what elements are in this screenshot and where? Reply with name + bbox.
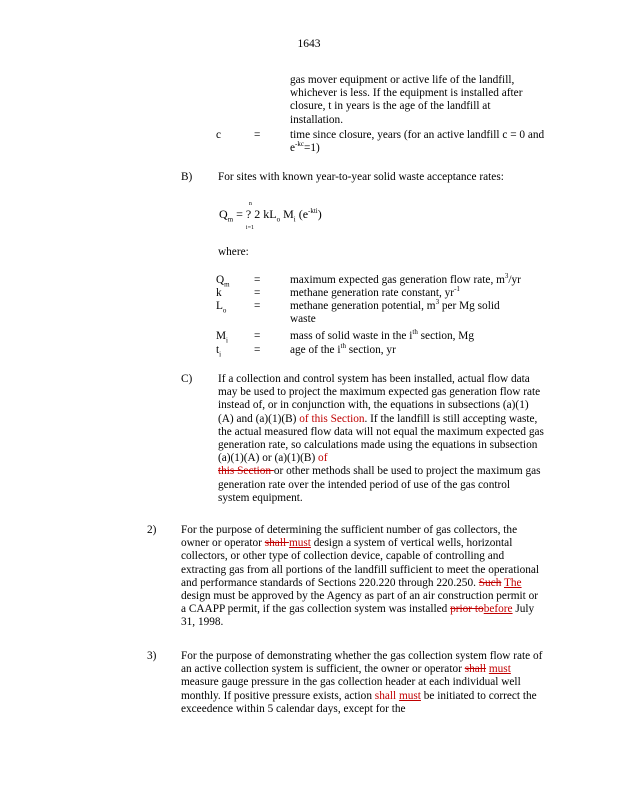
where-label: where: [218, 246, 249, 258]
item-2-text: For the purpose of determining the sufficient number of gas collectors, the owner or operator shall must design a system of vertical wells, horizontal collectors, or other type of collection device, capable of controlling and extracting gas from all portions of the landfill sufficient to meet the operational and performance standards of Sections 220.220 through 220.250. Such The design must be approved by the Agency as part of an air construction permit or a CAAPP permit, if the gas collection system was installed prior tobefore July 31, 1998. [181, 524, 540, 629]
eq-op: = [233, 207, 246, 221]
insertion: The [503, 576, 522, 589]
section-b-label: B) [181, 171, 193, 183]
item-3-label: 3) [147, 650, 157, 662]
item-3-text: For the purpose of demonstrating whether the gas collection system flow rate of an active collection system is sufficient, the owner or operator shall must measure gauge pressure in the gas collection header at each individual well monthly. If positive pressure exists, action shall must be initiated to correct the exceedence within 5 calendar days, except for the [181, 650, 543, 715]
item-2-label: 2) [147, 524, 157, 536]
c-equals: = [254, 129, 261, 141]
eq-body-exp: -kti [308, 207, 318, 215]
insertion: of this Section [296, 412, 365, 425]
section-c-label: C) [181, 373, 193, 385]
eq-lhs-sub: m [227, 215, 234, 224]
section-c-text: If a collection and control system has been installed, actual flow data may be used to project the maximum expected gas generation flow rate instead of, or in conjunction with, the equations in subsections (a)(1)(A) and (a)(1)(B) of this Section. If the landfill is still accepting waste, the actual measured flow data will not equal the maximum expected gas generation rate, so calculations made using the equations in subsection (a)(1)(A) or (a)(1)(B) of this Section or other methods shall be used to project the maximum gas generation rate over the intended period of use of the gas control system equipment. [218, 373, 544, 504]
def-equals: = [254, 344, 261, 356]
def-equals: = [254, 287, 261, 299]
section-b-text: For sites with known year-to-year solid waste acceptance rates: [218, 171, 504, 183]
intro-continuation: gas mover equipment or active life of the landfill, whichever is less. If the equipment is installed after closure, t in years is the age of the landfill at installation. [290, 74, 523, 126]
eq-body-paren: (e [295, 207, 309, 221]
def-row-qm [216, 274, 556, 287]
eq-body-mid: M [280, 207, 294, 221]
def-symbol: $t_i$ [216, 344, 222, 359]
deletion: shall [464, 663, 487, 676]
def-desc: maximum expected gas generation flow rate, $m^3/yr$ [290, 272, 521, 286]
def-symbol: $M_i$ [216, 330, 228, 345]
def-row-ti [216, 344, 556, 357]
eq-lhs: Q [219, 207, 228, 221]
eq-body: 2 kL [251, 207, 277, 221]
insertion: must [488, 663, 511, 676]
c-def-main: time since closure, years (for an active landfill c = 0 and e [290, 129, 545, 155]
insertion: before [483, 603, 513, 616]
def-row-lo [216, 300, 556, 330]
eq-body-close: ) [317, 207, 322, 221]
def-equals: = [254, 274, 261, 286]
def-symbol: $Q_m$ [216, 274, 230, 289]
eq-body-sub1: o [276, 215, 281, 224]
insertion: must [398, 689, 421, 702]
def-symbol: k [216, 287, 222, 299]
def-row-mi [216, 330, 556, 344]
def-equals: = [254, 330, 261, 342]
def-desc: methane generation rate constant, $yr^{-1}$ [290, 285, 460, 299]
c-def-exp: -kc [295, 140, 304, 149]
definitions-list [216, 274, 556, 357]
c-symbol: c [216, 129, 222, 141]
def-equals: = [254, 300, 261, 312]
def-desc: mass of solid waste in the $i^{th}$ section, Mg [290, 328, 474, 342]
c-def-end: =1) [303, 142, 320, 155]
def-desc: methane generation potential, $m^3$ per Mg solid waste [290, 298, 500, 326]
def-row-k [216, 287, 556, 300]
insertion: of [318, 452, 328, 465]
def-symbol: $L_o$ [216, 300, 227, 315]
def-desc: age of the $i^{th}$ section, yr [290, 342, 396, 356]
eq-sum-upper: n [248, 201, 252, 207]
deletion: Such [478, 576, 502, 589]
eq-sum-symbol: ? [245, 207, 252, 221]
deletion: prior to [450, 603, 484, 616]
eq-sum [245, 201, 254, 231]
deletion: this Section [218, 465, 274, 478]
deletion: shall [374, 689, 397, 702]
eq-sum-lower: i=1 [245, 225, 254, 231]
equation [219, 201, 322, 231]
page-number: 1643 [297, 38, 321, 50]
eq-body-sub2: i [293, 215, 296, 224]
insertion: must [288, 537, 311, 550]
c-definition-text [290, 129, 545, 155]
deletion: shall [264, 537, 289, 550]
